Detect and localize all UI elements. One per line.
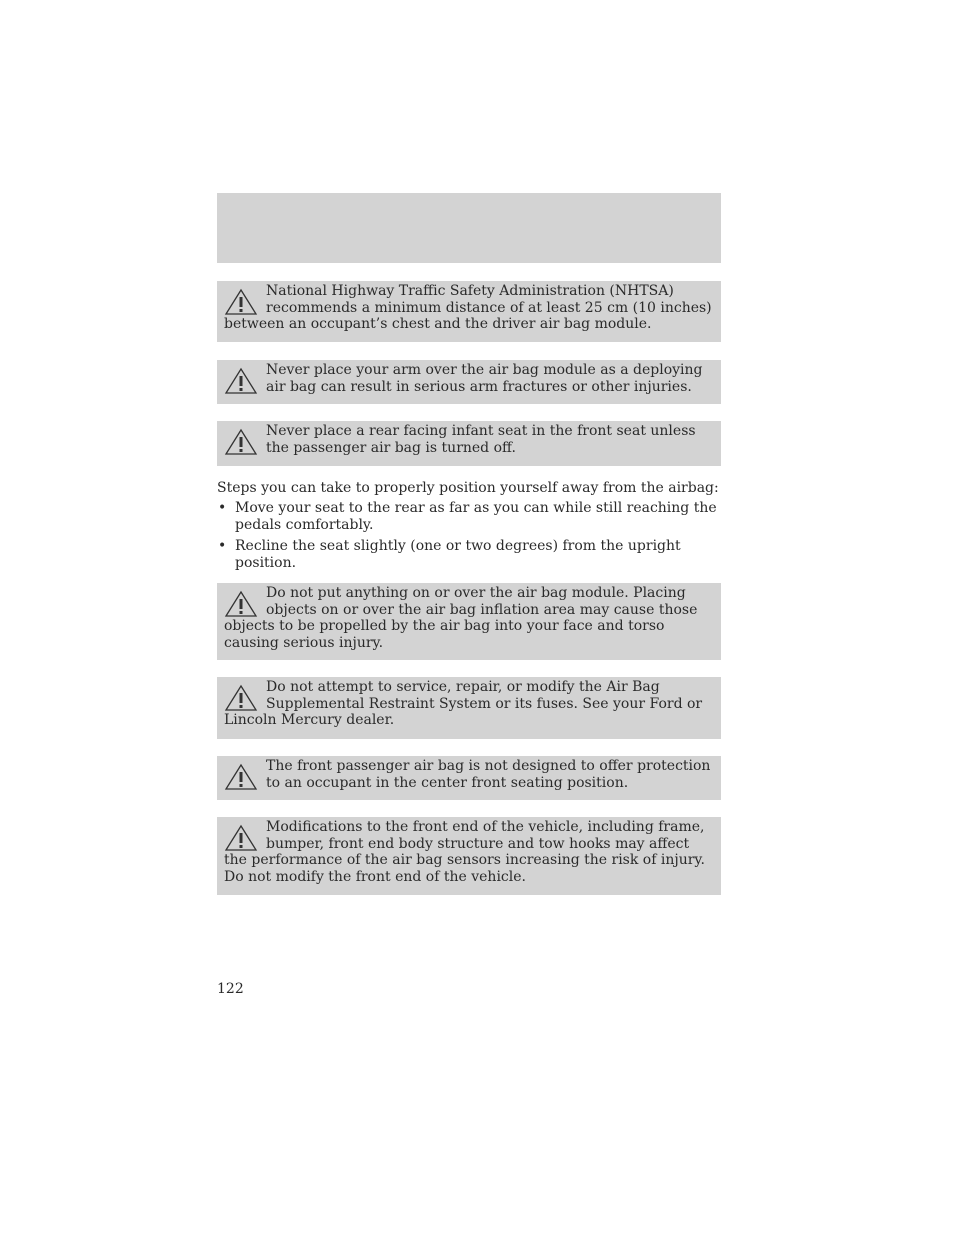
warning-text: Never place a rear facing infant seat in the front seat unless the passenger air bag is turned off. xyxy=(266,423,696,456)
list-item xyxy=(217,500,721,533)
warning-box-objects-on-module xyxy=(217,583,721,660)
warning-triangle-icon xyxy=(224,684,258,712)
warning-box-nhtsa-distance xyxy=(217,281,721,342)
warning-box-arm-placement xyxy=(217,360,721,404)
warning-box-center-seating xyxy=(217,756,721,800)
warning-triangle-icon xyxy=(224,590,258,618)
steps-intro: Steps you can take to properly position yourself away from the airbag: xyxy=(217,480,719,496)
warning-text: Never place your arm over the air bag module as a deploying air bag can result in serious arm fractures or other injuries. xyxy=(266,362,703,395)
warning-box-front-end-modifications xyxy=(217,817,721,895)
bullet: • xyxy=(218,500,227,516)
list-item-text: Recline the seat slightly (one or two degrees) from the upright position. xyxy=(235,538,681,571)
warning-text: Do not put anything on or over the air bag module. Placing objects on or over the air bag inflation area may cause those objects to be propelled by the air bag into your face and torso causing serious injury. xyxy=(224,585,698,651)
warning-triangle-icon xyxy=(224,763,258,791)
warning-text: Do not attempt to service, repair, or modify the Air Bag Supplemental Restraint System or its fuses. See your Ford or Lincoln Mercury dealer. xyxy=(224,679,703,729)
warning-triangle-icon xyxy=(224,428,258,456)
warning-text: The front passenger air bag is not designed to offer protection to an occupant in the center front seating position. xyxy=(266,758,711,791)
warning-text: Modifications to the front end of the vehicle, including frame, bumper, front end body structure and tow hooks may affect the performance of the air bag sensors increasing the risk of injury. Do not modify the front end of the vehicle. xyxy=(224,819,705,885)
warning-box-infant-seat xyxy=(217,421,721,466)
warning-triangle-icon xyxy=(224,288,258,316)
section-header-band xyxy=(217,193,721,263)
page-number: 122 xyxy=(217,981,244,997)
steps-list xyxy=(217,500,721,576)
list-item-text: Move your seat to the rear as far as you can while still reaching the pedals comfortably. xyxy=(235,500,717,533)
warning-triangle-icon xyxy=(224,367,258,395)
list-item xyxy=(217,538,721,571)
warning-box-service xyxy=(217,677,721,739)
warning-triangle-icon xyxy=(224,824,258,852)
warning-text: National Highway Traffic Safety Administration (NHTSA) recommends a minimum distance of at least 25 cm (10 inches) between an occupant’s chest and the driver air bag module. xyxy=(224,283,712,333)
bullet: • xyxy=(218,538,227,555)
